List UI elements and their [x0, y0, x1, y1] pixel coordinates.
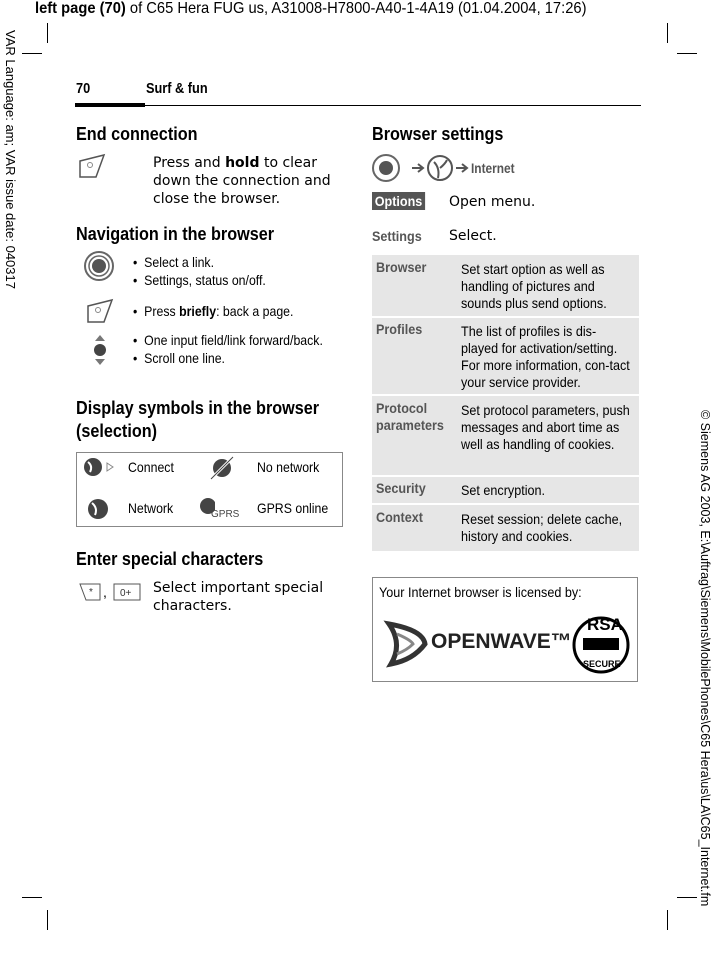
table-value: Reset session; delete cache, history and cookies.: [461, 511, 623, 544]
heading-navigation: Navigation in the browser: [76, 224, 275, 244]
symbols-table: [76, 452, 343, 527]
network-globe-icon: [87, 498, 109, 520]
nav-item-2: • Press briefly: back a page.: [133, 303, 294, 319]
end-key-icon: [86, 298, 114, 324]
row-divider: [372, 394, 639, 396]
right-margin-text: © Siemens AG 2003, E:\Auftrag\Siemens\MobilePhones\C65 Hera\us\LA\C65_Internet.fm: [698, 410, 712, 907]
star-and-zero-keys-icon: [78, 582, 144, 602]
nav-item-1: • Select a link. • Settings, status on/off.: [133, 254, 266, 288]
settings-table: [372, 255, 639, 551]
table-key: Profiles: [376, 321, 423, 337]
section-title: Surf & fun: [146, 80, 208, 97]
page-number: 70: [76, 80, 91, 97]
crop-mark: [667, 910, 668, 930]
openwave-logo: OPENWAVE™: [431, 630, 572, 653]
nav-item-3: • One input field/link forward/back. • Scroll one line.: [133, 332, 323, 366]
rsa-secure-logo: [569, 612, 633, 674]
table-value: The list of profiles is dis-played for activation/setting. For more information, con-tact your service provider.: [461, 323, 630, 390]
symbol-label: Network: [128, 500, 174, 516]
special-characters-text: Select important special characters.: [153, 580, 324, 614]
row-divider: [372, 475, 639, 477]
crop-mark: [47, 23, 48, 43]
heading-browser-settings: Browser settings: [372, 124, 504, 144]
table-value: Set protocol parameters, push messages and abort time as well as handling of cookies.: [461, 402, 630, 452]
heading-display-symbols: Display symbols in the browser (selection): [76, 398, 320, 441]
symbol-label: No network: [257, 459, 320, 475]
license-box: [372, 577, 638, 682]
table-key: Protocol parameters: [376, 400, 444, 433]
gprs-tag: GPRS: [211, 509, 240, 520]
crop-mark: [677, 897, 697, 898]
row-divider: [372, 503, 639, 505]
crop-mark: [22, 53, 42, 54]
svg-text:RSA: RSA: [587, 615, 623, 634]
navigation-key-icon: [92, 335, 108, 365]
rule-accent: [75, 103, 145, 107]
table-value: Set start option as well as handling of pictures and sounds plus send options.: [461, 261, 607, 311]
table-key: Browser: [376, 259, 427, 275]
crop-mark: [47, 910, 48, 930]
svg-text:0+: 0+: [120, 588, 132, 599]
menu-path-internet: Internet: [471, 160, 515, 176]
crop-mark: [22, 897, 42, 898]
settings-text: Select.: [449, 228, 497, 244]
heading-special-characters: Enter special characters: [76, 549, 264, 569]
settings-label: Settings: [372, 228, 422, 244]
globe-connect-icon: [83, 457, 119, 477]
options-text: Open menu.: [449, 194, 536, 210]
no-network-icon: [209, 455, 235, 481]
row-divider: [372, 316, 639, 318]
options-softkey: Options: [372, 192, 425, 210]
left-margin-text: VAR Language: am; VAR issue date: 040317: [3, 30, 18, 289]
symbol-label: Connect: [128, 459, 174, 475]
table-value: Set encryption.: [461, 482, 546, 498]
end-key-icon: [78, 153, 106, 179]
symbol-label: GPRS online: [257, 500, 329, 516]
license-text: Your Internet browser is licensed by:: [379, 584, 582, 600]
crop-mark: [667, 23, 668, 43]
rule: [75, 105, 641, 106]
control-key-icon: [83, 250, 115, 282]
key-separator: ,: [103, 584, 107, 600]
table-key: Security: [376, 480, 426, 496]
svg-text:*: *: [89, 587, 93, 598]
openwave-logo-icon: [383, 620, 429, 668]
print-header: left page (70) of C65 Hera FUG us, A31008-H7800-A40-1-4A19 (01.04.2004, 17:26): [35, 0, 587, 17]
heading-end-connection: End connection: [76, 124, 198, 144]
svg-text:SECURE: SECURE: [583, 659, 621, 669]
table-key: Context: [376, 509, 423, 525]
crop-mark: [677, 53, 697, 54]
end-connection-text: Press and hold to clear down the connection and close the browser.: [153, 155, 331, 207]
